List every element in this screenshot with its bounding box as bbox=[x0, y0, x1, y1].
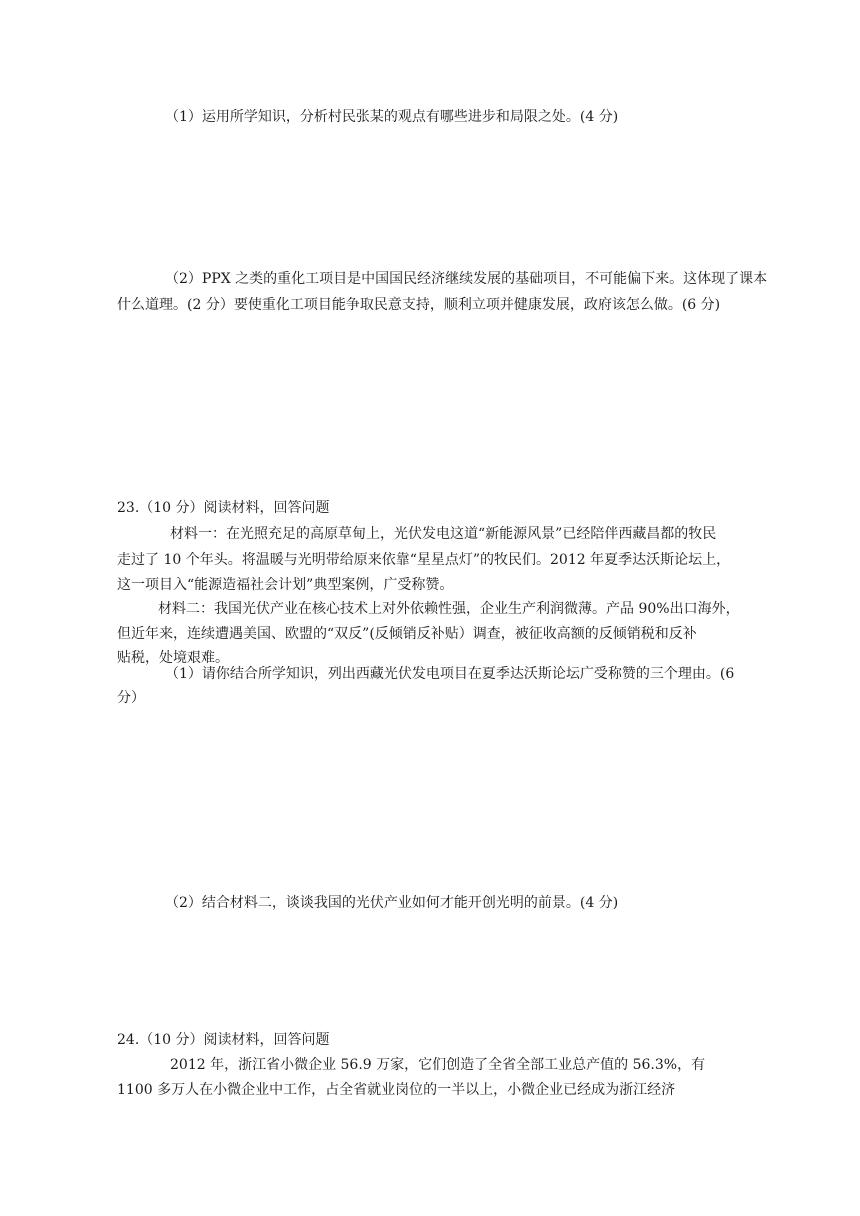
q23-material2-line2: 但近年来，连续遭遇美国、欧盟的“双反”(反倾销反补贴）调查，被征收高额的反倾销税和反补 bbox=[117, 626, 697, 642]
q23-material2-line3: 贴税，处境艰难。 bbox=[117, 650, 229, 666]
q23-heading: 23.（10 分）阅读材料，回答问题 bbox=[117, 500, 330, 516]
q23-material1-line1: 材料一：在光照充足的高原草甸上，光伏发电这道“新能源风景”已经陪伴西藏昌都的牧民 bbox=[170, 526, 717, 542]
q23-material1-line2: 走过了 10 个年头。将温暖与光明带给原来依靠“星星点灯”的牧民们。2012 年夏季达沃斯论坛上， bbox=[117, 552, 731, 568]
q22-sub2-line1: （2）PPX 之类的重化工项目是中国国民经济继续发展的基础项目，不可能偏下来。这体现了课本 bbox=[165, 271, 768, 287]
q23-material2-line1: 材料二：我国光伏产业在核心技术上对外依赖性强，企业生产利润微薄。产品 90%出口海外， bbox=[158, 601, 740, 617]
q22-sub1: （1）运用所学知识，分析村民张某的观点有哪些进步和局限之处。(4 分) bbox=[165, 109, 619, 125]
q23-sub1-line1: （1）请你结合所学知识，列出西藏光伏发电项目在夏季达沃斯论坛广受称赞的三个理由。(6 bbox=[165, 666, 735, 682]
q24-heading: 24.（10 分）阅读材料，回答问题 bbox=[117, 1032, 330, 1048]
q23-sub1-line2: 分） bbox=[117, 690, 145, 706]
q24-paragraph-line1: 2012 年，浙江省小微企业 56.9 万家，它们创造了全省全部工业总产值的 56.3%，有 bbox=[170, 1057, 706, 1073]
q23-sub2: （2）结合材料二，谈谈我国的光伏产业如何才能开创光明的前景。(4 分) bbox=[165, 895, 619, 911]
q24-paragraph-line2: 1100 多万人在小微企业中工作，占全省就业岗位的一半以上，小微企业已经成为浙江经济 bbox=[117, 1082, 676, 1098]
q22-sub2-line2: 什么道理。(2 分）要使重化工项目能争取民意支持，顺利立项并健康发展，政府该怎么做。(6 分) bbox=[117, 297, 721, 313]
q23-material1-line3: 这一项目入“能源造福社会计划”典型案例，广受称赞。 bbox=[117, 577, 454, 593]
